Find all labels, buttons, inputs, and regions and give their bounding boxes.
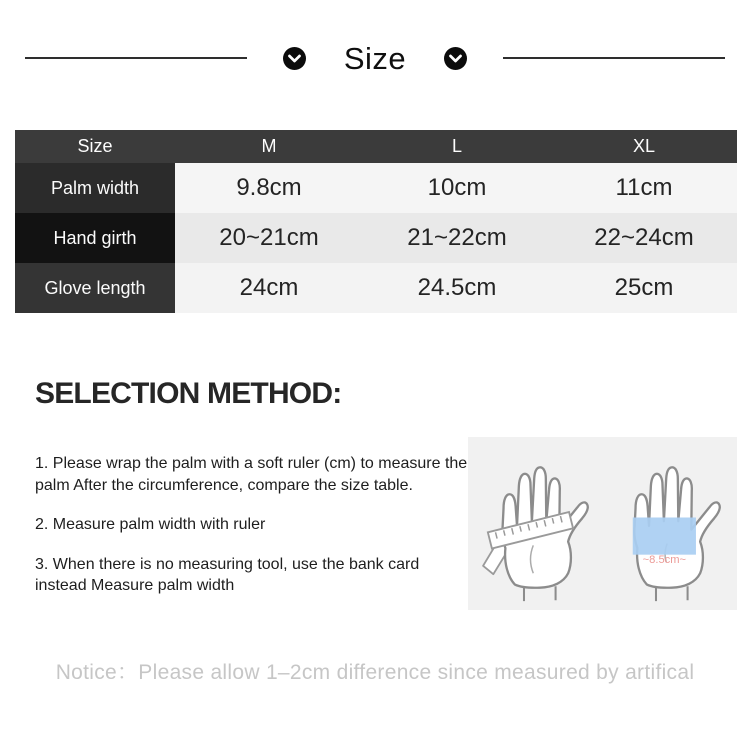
table-cell: 24.5cm [363, 263, 551, 313]
notice-text: Notice：Please allow 1–2cm difference since measured by artifical [55, 661, 695, 684]
instruction-step-3: 3. When there is no measuring tool, use the bank card instead Measure palm width [35, 555, 420, 594]
table-cell: 9.8cm [175, 163, 363, 213]
table-cell: 10cm [363, 163, 551, 213]
section-title-row [0, 40, 750, 76]
card-width-label: ~8.5cm~ [642, 553, 686, 566]
selection-method-heading: SELECTION METHOD: [35, 377, 342, 410]
table-cell: 11cm [551, 163, 737, 213]
row-label: Glove length [15, 263, 175, 313]
divider-line [503, 57, 725, 59]
chevron-down-icon [283, 47, 306, 70]
table-cell: 22~24cm [551, 213, 737, 263]
page-title: Size [343, 40, 407, 76]
table-cell: 21~22cm [363, 213, 551, 263]
instruction-step-1: 1. Please wrap the palm with a soft ruler (cm) to measure the palm After the circumference, compare the size table. [35, 455, 468, 494]
table-cell: 25cm [551, 263, 737, 313]
table-cell: 20~21cm [175, 213, 363, 263]
hand-with-ruler-illustration [478, 445, 596, 603]
divider-line [25, 57, 247, 59]
row-label: Hand girth [15, 213, 175, 263]
bank-card-overlay [632, 517, 695, 554]
instruction-steps [35, 453, 469, 615]
table-cell: 24cm [175, 263, 363, 313]
row-label: Palm width [15, 163, 175, 213]
chevron-down-icon [444, 47, 467, 70]
table-row-hand-girth [15, 213, 737, 263]
instruction-step-2: 2. Measure palm width with ruler [35, 516, 266, 533]
measurement-illustration-panel [468, 437, 737, 610]
column-header-m: M [175, 130, 363, 163]
hand-with-card-illustration [610, 445, 728, 603]
column-header-l: L [363, 130, 551, 163]
table-header-row [15, 130, 737, 163]
table-row-palm-width [15, 163, 737, 213]
column-header-size: Size [15, 130, 175, 163]
column-header-xl: XL [551, 130, 737, 163]
table-row-glove-length [15, 263, 737, 313]
size-table [15, 130, 737, 313]
